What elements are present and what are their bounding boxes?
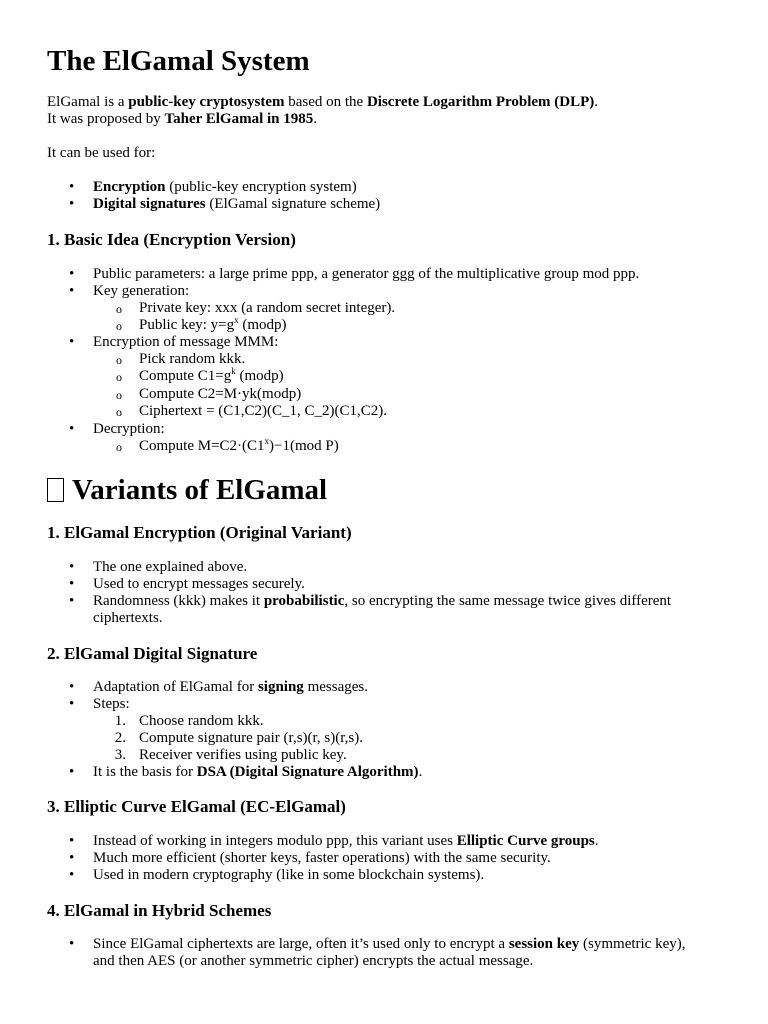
list-item-text: (symmetric key), xyxy=(579,936,686,952)
list-item: The one explained above. xyxy=(93,559,248,575)
page-title: The ElGamal System xyxy=(47,45,310,77)
section-heading-hybrid-schemes: 4. ElGamal in Hybrid Schemes xyxy=(47,901,272,920)
bullet-marker: • xyxy=(69,283,75,299)
list-item: Steps: xyxy=(93,696,130,712)
list-item-text: (ElGamal signature scheme) xyxy=(205,196,381,212)
sub-list-item: Ciphertext = (C1,C2)(C_1, C_2)(C1,C2). xyxy=(139,403,388,419)
list-item-text: . xyxy=(594,833,599,849)
bullet-marker: • xyxy=(69,559,75,575)
section-heading-basic-idea: 1. Basic Idea (Encryption Version) xyxy=(47,230,296,249)
formula-text: Compute C1=g xyxy=(139,368,232,384)
list-item-bold: Digital signatures xyxy=(93,196,206,212)
sub-list-item xyxy=(139,317,287,334)
formula-superscript: x xyxy=(234,315,239,325)
list-item: Used in modern cryptography (like in some blockchain systems). xyxy=(93,867,485,883)
bullet-marker: • xyxy=(69,196,75,212)
intro-bold-term: Taher ElGamal in 1985 xyxy=(164,111,314,127)
bullet-marker: • xyxy=(69,179,75,195)
intro-text: based on the xyxy=(284,94,367,110)
variants-heading xyxy=(47,474,327,506)
list-item-text: Instead of working in integers modulo ppp, this variant uses xyxy=(93,833,457,849)
list-item-text: , so encrypting the same message twice gives different xyxy=(344,593,672,609)
bullet-marker: • xyxy=(69,266,75,282)
list-item-text: . xyxy=(418,764,423,780)
bullet-marker: • xyxy=(69,421,75,437)
intro-text: It was proposed by xyxy=(47,111,165,127)
list-item xyxy=(93,936,686,953)
step-number: 3. xyxy=(114,747,126,763)
list-item: Key generation: xyxy=(93,283,190,299)
step-number: 1. xyxy=(114,713,126,729)
bullet-marker: • xyxy=(69,867,75,883)
numbered-item: Receiver verifies using public key. xyxy=(139,747,347,763)
list-item-text: Adaptation of ElGamal for xyxy=(93,679,258,695)
sub-bullet-marker: o xyxy=(116,302,122,316)
list-item-bold: probabilistic xyxy=(263,593,345,609)
list-item: Decryption: xyxy=(93,421,165,437)
list-item-bold: Elliptic Curve groups xyxy=(456,833,595,849)
uses-intro: It can be used for: xyxy=(47,145,156,161)
formula-text: Compute M=C2·(C1 xyxy=(139,438,265,454)
bullet-marker: • xyxy=(69,696,75,712)
list-item: Public parameters: a large prime ppp, a generator ggg of the multiplicative group mod ppp. xyxy=(93,266,640,282)
sub-list-item: Compute C2=M·yk(modp) xyxy=(139,386,302,402)
formula-text: Public key: y=g xyxy=(139,317,235,333)
section-heading-digital-signature: 2. ElGamal Digital Signature xyxy=(47,644,258,663)
formula-superscript: x xyxy=(264,436,270,446)
bullet-marker: • xyxy=(69,764,75,780)
sub-bullet-marker: o xyxy=(116,353,122,367)
sub-list-item: Private key: xxx (a random secret integer). xyxy=(139,300,396,316)
list-item-bold: Encryption xyxy=(93,179,166,195)
sub-list-item xyxy=(139,438,339,455)
step-number: 2. xyxy=(114,730,126,746)
list-item xyxy=(93,196,380,213)
list-item-bold: DSA (Digital Signature Algorithm) xyxy=(196,764,419,780)
list-item-continuation: ciphertexts. xyxy=(93,610,163,626)
section-heading-elgamal-encryption: 1. ElGamal Encryption (Original Variant) xyxy=(47,523,352,542)
intro-text: . xyxy=(594,94,599,110)
list-item-text: It is the basis for xyxy=(93,764,197,780)
bullet-marker: • xyxy=(69,833,75,849)
list-item-text: (public-key encryption system) xyxy=(165,179,357,195)
bullet-marker: • xyxy=(69,850,75,866)
list-item-bold: signing xyxy=(257,679,304,695)
list-item-text: Since ElGamal ciphertexts are large, often it’s used only to encrypt a xyxy=(93,936,509,952)
intro-text: ElGamal is a xyxy=(47,94,129,110)
sub-bullet-marker: o xyxy=(116,440,122,454)
sub-list-item: Pick random kkk. xyxy=(139,351,246,367)
bullet-marker: • xyxy=(69,334,75,350)
section-heading-ec-elgamal: 3. Elliptic Curve ElGamal (EC-ElGamal) xyxy=(47,797,346,816)
bullet-marker: • xyxy=(69,936,75,952)
list-item xyxy=(93,593,671,610)
sub-bullet-marker: o xyxy=(116,319,122,333)
bullet-marker: • xyxy=(69,593,75,609)
list-item xyxy=(93,764,422,781)
list-item-text: Randomness (kkk) makes it xyxy=(93,593,264,609)
list-item: Encryption of message MMM: xyxy=(93,334,279,350)
list-item xyxy=(93,179,357,196)
sub-list-item xyxy=(139,368,284,385)
bullet-marker: • xyxy=(69,679,75,695)
sub-bullet-marker: o xyxy=(116,405,122,419)
bullet-marker: • xyxy=(69,576,75,592)
formula-text: (modp) xyxy=(238,317,287,333)
list-item: Much more efficient (shorter keys, faster operations) with the same security. xyxy=(93,850,551,866)
intro-line-2 xyxy=(47,111,317,128)
list-item xyxy=(93,679,368,696)
list-item-continuation: and then AES (or another symmetric cipher) encrypts the actual message. xyxy=(93,953,534,969)
formula-text: )−1(mod P) xyxy=(269,438,339,454)
missing-glyph-icon xyxy=(47,478,64,502)
variants-heading-text: Variants of ElGamal xyxy=(72,474,328,506)
formula-superscript: k xyxy=(231,366,236,376)
numbered-item: Choose random kkk. xyxy=(139,713,264,729)
sub-bullet-marker: o xyxy=(116,370,122,384)
formula-text: (modp) xyxy=(235,368,284,384)
numbered-item: Compute signature pair (r,s)(r, s)(r,s). xyxy=(139,730,363,746)
intro-line-1 xyxy=(47,94,598,111)
list-item-bold: session key xyxy=(508,936,580,952)
list-item: Used to encrypt messages securely. xyxy=(93,576,305,592)
list-item-text: messages. xyxy=(303,679,368,695)
intro-text: . xyxy=(313,111,318,127)
intro-bold-term: Discrete Logarithm Problem (DLP) xyxy=(366,94,595,110)
list-item xyxy=(93,833,599,850)
intro-bold-term: public-key cryptosystem xyxy=(128,94,285,110)
sub-bullet-marker: o xyxy=(116,388,122,402)
